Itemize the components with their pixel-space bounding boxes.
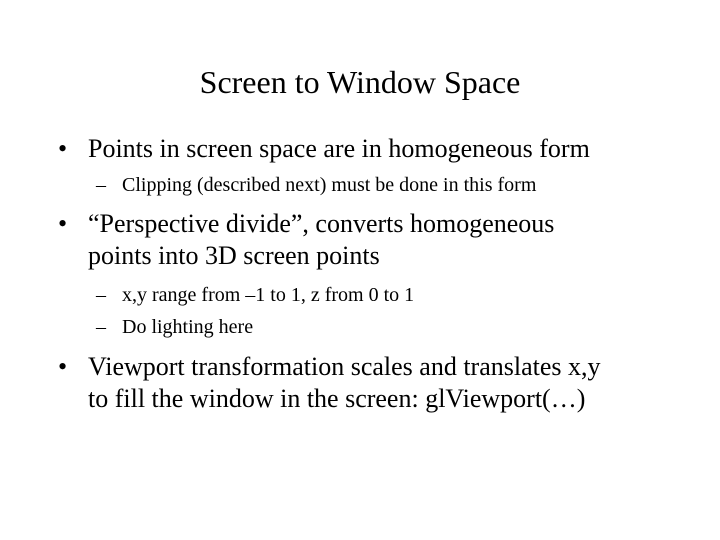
bullet-marker: • [58, 352, 68, 381]
sub-bullet-2-2-text: Do lighting here [122, 316, 254, 338]
bullet-marker: • [58, 209, 68, 238]
sub-bullet-marker: – [96, 284, 106, 306]
sub-bullet-marker: – [96, 174, 106, 196]
sub-bullet-1-1-text: Clipping (described next) must be done in this form [122, 174, 537, 196]
slide-title: Screen to Window Space [199, 64, 521, 100]
bullet-marker: • [58, 134, 68, 163]
bullet-2-line-1: “Perspective divide”, converts homogeneous [88, 209, 555, 238]
bullet-3-line-2: to fill the window in the screen: glViewport(…) [88, 384, 586, 413]
bullet-3-line-1: Viewport transformation scales and translates x,y [88, 352, 601, 381]
sub-bullet-2-1-text: x,y range from –1 to 1, z from 0 to 1 [122, 284, 415, 306]
bullet-2-line-2: points into 3D screen points [88, 241, 380, 270]
bullet-1-line-1: Points in screen space are in homogeneous form [88, 134, 590, 163]
sub-bullet-marker: – [96, 316, 106, 338]
